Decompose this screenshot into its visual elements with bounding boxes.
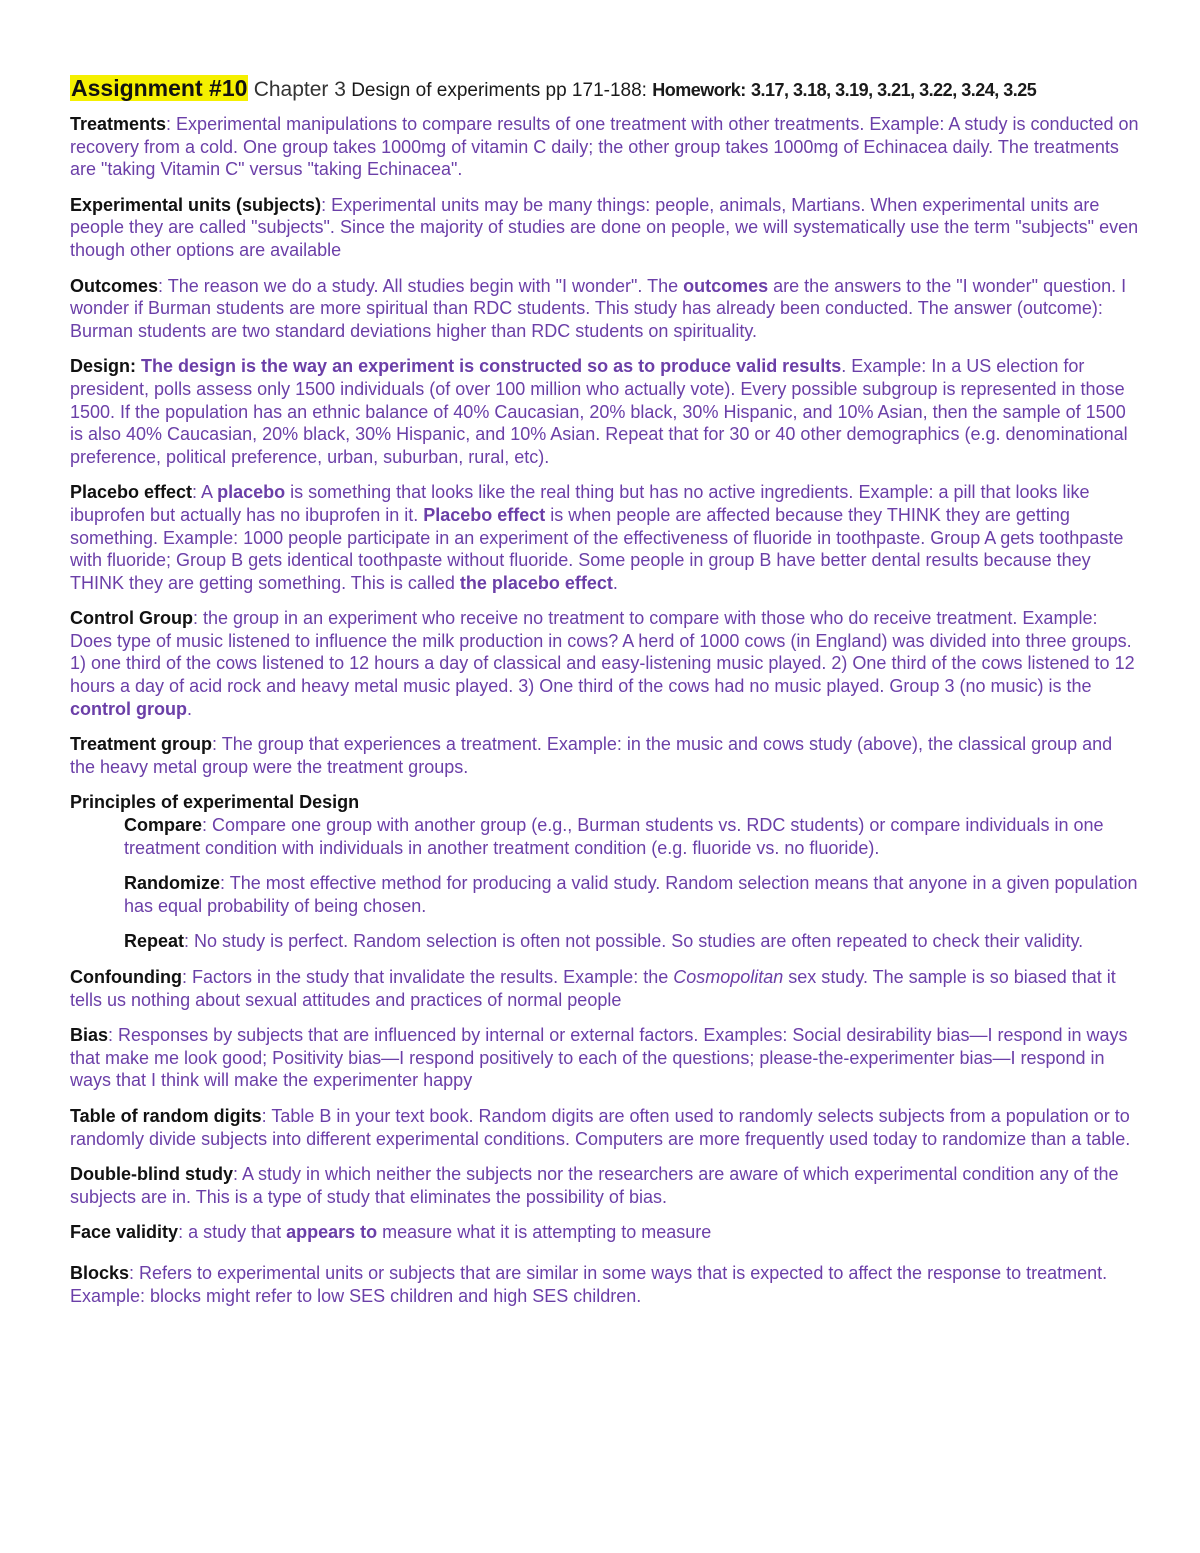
confounding-definition: Confounding: Factors in the study that invalidate the results. Example: the Cosmopolitan sex study. The sample is so biased that it tells us nothing about sexual attitudes and practices of normal people [70, 967, 1116, 1010]
homework-label: Homework: [652, 80, 746, 100]
document-header [70, 74, 1140, 105]
random-digits-definition: Table of random digits: Table B in your text book. Random digits are often used to randomly selects subjects from a population or to randomly divide subjects into different experimental conditions. Computers are more frequently used today to randomize than a table. [70, 1105, 1131, 1149]
chapter-label: Chapter 3 [253, 78, 346, 101]
term-confounding: Confounding [70, 967, 182, 987]
term-control-group: Control Group [70, 608, 193, 629]
blocks-definition: Blocks: Refers to experimental units or subjects that are similar in some ways that is expected to affect the response to treatment. Example: blocks might refer to low SES children and high SES children. [70, 1262, 1108, 1306]
control-group-definition: Control Group: the group in an experiment who receive no treatment to compare with those who do receive treatment. Example: Does type of music listened to influence the milk production in cows? A herd of 1000 cows (in England) was divided into three groups. 1) one third of the cows listened to 12 hours a day of classical and easy-listening music played. 2) One third of the cows listened to 12 hours a day of acid rock and heavy metal music played. 3) One third of the cows had no music played. Group 3 (no music) is the control group. [70, 608, 1135, 719]
term-design: Design [70, 356, 131, 377]
compare-principle: Compare: Compare one group with another group (e.g., Burman students vs. RDC students) or compare individuals in one treatment condition with individuals in another treatment condition (e.g. fluoride vs. no fluoride). [124, 815, 1104, 858]
term-random-digits: Table of random digits [70, 1105, 262, 1126]
term-treatment-group: Treatment group [70, 734, 213, 755]
term-treatments: Treatments [70, 114, 167, 134]
term-experimental-units: Experimental units (subjects) [70, 194, 322, 215]
homework-items: 3.17, 3.18, 3.19, 3.21, 3.22, 3.24, 3.25 [751, 80, 1037, 100]
term-repeat: Repeat [124, 931, 185, 952]
design-definition: Design: The design is the way an experiment is constructed so as to produce valid results. Example: In a US election for president, polls assess only 1500 individuals (of over 100 million who actually vote). Every possible subgroup is represented in those 1500. If the population has an ethnic balance of 40% Caucasian, 20% black, 30% Hispanic, and 10% Asian, then the sample of 1500 is also 40% Caucasian, 20% black, 30% Hispanic, and 10% Asian. Repeat that for 30 or 40 other demographics (e.g. denominational preference, political preference, urban, suburban, rural, etc). [70, 356, 1128, 467]
principles-heading: Principles of experimental Design [70, 792, 360, 813]
repeat-principle: Repeat: No study is perfect. Random selection is often not possible. So studies are often repeated to check their validity. [124, 931, 1084, 952]
term-placebo-effect: Placebo effect [70, 482, 193, 503]
outcomes-definition: Outcomes: The reason we do a study. All studies begin with "I wonder". The outcomes are the answers to the "I wonder" question. I wonder if Burman students are more spiritual than RDC students. This study has already been conducted. The answer (outcome): Burman students are two standard deviations higher than RDC students on spirituality. [70, 275, 1127, 341]
term-compare: Compare [124, 815, 203, 836]
term-outcomes: Outcomes [70, 275, 159, 296]
randomize-principle: Randomize: The most effective method for producing a valid study. Random selection means that anyone in a given population has equal probability of being chosen. [124, 873, 1138, 916]
term-face-validity: Face validity [70, 1222, 179, 1243]
assignment-title: Assignment #10 [71, 75, 248, 101]
term-randomize: Randomize [124, 873, 221, 894]
treatments-definition: Treatments: Experimental manipulations to compare results of one treatment with other treatments. Example: A study is conducted on recovery from a cold. One group takes 1000mg of vitamin C daily; the other group takes 1000mg of Echinacea daily. The treatments are "taking Vitamin C" versus "taking Echinacea". [70, 114, 1139, 180]
bias-definition: Bias: Responses by subjects that are influenced by internal or external factors. Examples: Social desirability bias—I respond in ways that make me look good; Positivity bias—I respond positively to each of the questions; please-the-experimenter bias—I respond in ways that I think will make the experimenter happy [70, 1025, 1128, 1091]
placebo-definition: Placebo effect: A placebo is something that looks like the real thing but has no active ingredients. Example: a pill that looks like ibuprofen but actually has no ibuprofen in it. Placebo effect is when people are affected because they THINK they are getting something. Example: 1000 people participate in an experiment of the effectiveness of fluoride in toothpaste. Group A gets toothpaste with fluoride; Group B gets identical toothpaste without fluoride. Some people in group B have better dental results because they THINK they are getting something. This is called the placebo effect. [70, 482, 1124, 593]
units-definition: Experimental units (subjects): Experimental units may be many things: people, animals, Martians. When experimental units are people they are called "subjects". Since the majority of studies are done on people, we will systematically use the term "subjects" even though other options are available [70, 194, 1139, 260]
term-bias: Bias [70, 1025, 109, 1046]
treatment-group-definition: Treatment group: The group that experiences a treatment. Example: in the music and cows study (above), the classical group and the heavy metal group were the treatment groups. [70, 734, 1113, 777]
design-pages: Design of experiments pp 171-188: [351, 80, 647, 101]
term-double-blind: Double-blind study [70, 1164, 233, 1185]
double-blind-definition: Double-blind study: A study in which neither the subjects nor the researchers are aware of which experimental condition any of the subjects are in. This is a type of study that eliminates the possibility of bias. [70, 1164, 1119, 1207]
term-blocks: Blocks [70, 1262, 130, 1283]
face-validity-definition: Face validity: a study that appears to measure what it is attempting to measure [70, 1222, 712, 1243]
